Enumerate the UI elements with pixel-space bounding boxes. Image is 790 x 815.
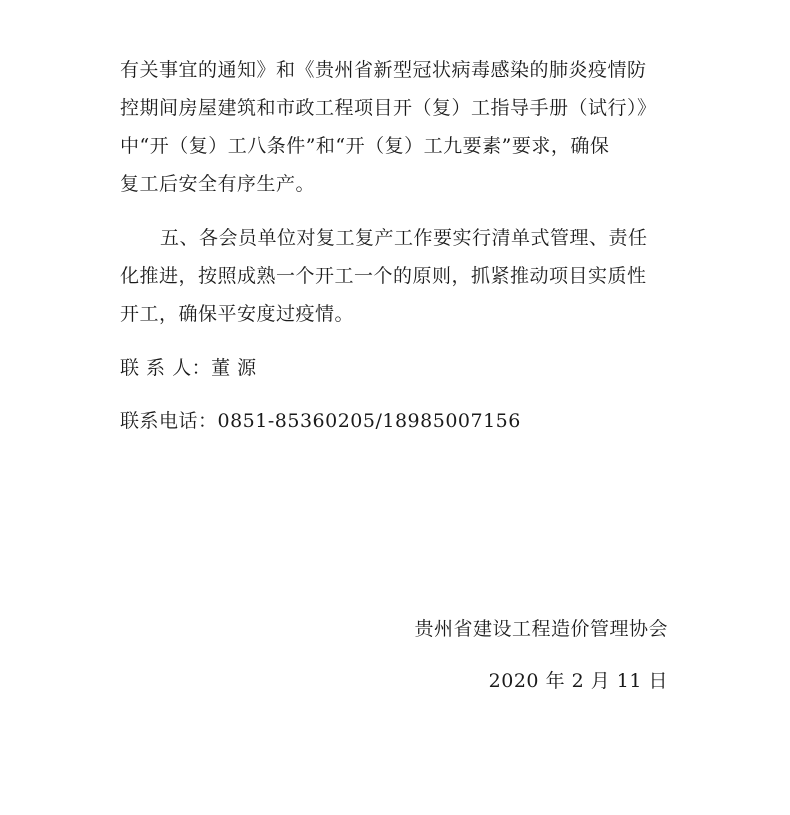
contact-person: 联 系 人：董 源: [120, 357, 257, 379]
paragraph-line: 开工，确保平安度过疫情。: [120, 303, 355, 325]
paragraph-line: 控期间房屋建筑和市政工程项目开（复）工指导手册（试行）》: [120, 97, 657, 119]
paragraph-line: 中“开（复）工八条件”和“开（复）工九要素”要求，确保: [120, 135, 610, 157]
paragraph-line: 复工后安全有序生产。: [120, 173, 316, 195]
paragraph-line: 五、各会员单位对复工复产工作要实行清单式管理、责任: [160, 227, 648, 249]
signature-organization: 贵州省建设工程造价管理协会: [414, 618, 668, 640]
signature-date: 2020 年 2 月 11 日: [488, 670, 668, 692]
paragraph-line: 有关事宜的通知》和《贵州省新型冠状病毒感染的肺炎疫情防: [120, 59, 647, 81]
paragraph-line: 化推进，按照成熟一个开工一个的原则，抓紧推动项目实质性: [120, 265, 647, 287]
contact-phone: 联系电话：0851-85360205/18985007156: [120, 410, 521, 432]
